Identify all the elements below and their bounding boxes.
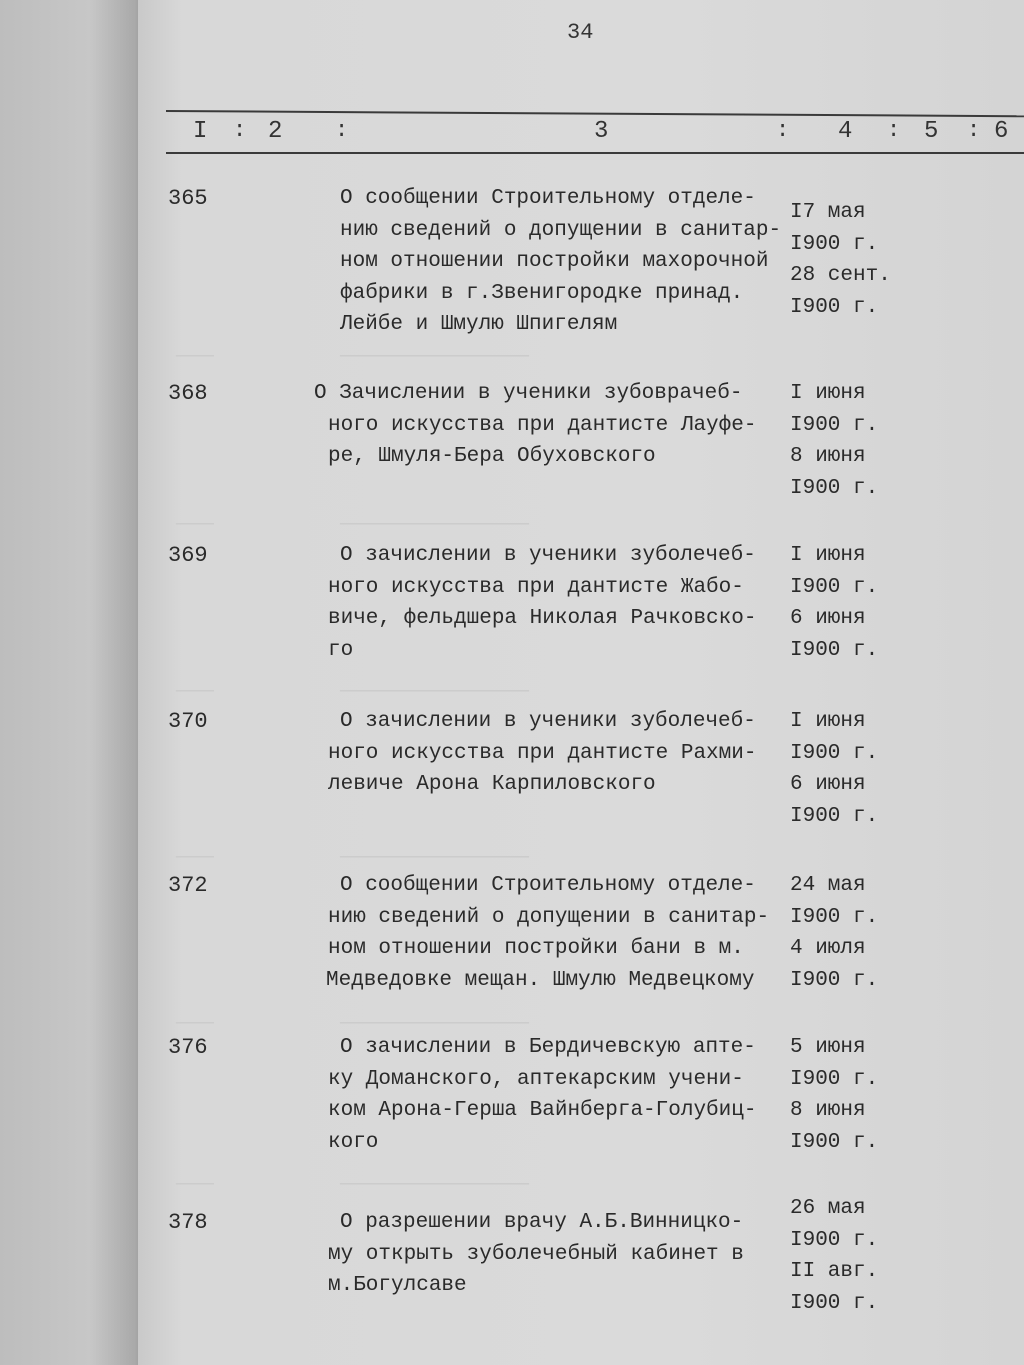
description-line: кого [328,1130,379,1154]
entry-number: 370 [168,709,208,734]
description-line: ном отношении постройки махорочной [340,250,769,273]
description-line: Лейбе и Шмулю Шпигелям [340,313,618,336]
date-line: I900 г. [790,1291,879,1315]
date-line: I900 г. [790,295,879,319]
date-line: I900 г. [790,741,879,765]
description-line: О Зачислении в ученики зубоврачеб- [314,382,743,405]
header-separator: : [887,118,901,143]
bleed-through-text: ——————————————— [340,1173,530,1196]
entry-number: 376 [168,1035,208,1060]
header-col-6: 6 [994,118,1009,145]
date-line: I900 г. [790,1228,879,1252]
entry-description [328,706,810,801]
description-line: ном отношении постройки бани в м. [328,937,744,960]
date-line: I июня [790,710,866,733]
date-line: I900 г. [790,968,879,992]
entry-description [328,1032,810,1158]
description-line: О сообщении Строительному отделе- [340,187,756,210]
entry-dates [790,540,878,666]
date-line: II авг. [790,1260,879,1283]
entry-number: 365 [168,186,208,211]
entry-dates [790,870,878,996]
entry-dates [790,197,891,323]
bleed-through-text: ——— [176,846,214,869]
entry-number: 372 [168,873,208,898]
description-line: левиче Арона Карпиловского [328,773,656,796]
bleed-through-text: ——————————————— [340,345,530,368]
entry-description [328,1207,810,1302]
date-line: 6 июня [790,607,866,630]
bleed-through-text: ——— [176,680,214,703]
date-line: I900 г. [790,413,879,437]
bleed-through-text: ——— [176,1173,214,1196]
description-line: ком Арона-Герша Вайнберга-Голубиц- [328,1099,757,1122]
description-line: ного искусства при дантисте Рахми- [328,741,757,765]
description-line: О зачислении в Бердичевскую апте- [340,1036,756,1059]
date-line: I7 мая [790,201,866,224]
header-separator: : [233,118,247,143]
header-separator: : [776,118,790,143]
description-line: Медведовке мещан. Шмулю Медвецкому [326,968,755,992]
description-line: виче, фельдшера Николая Рачковско- [328,607,757,630]
header-separator: : [335,118,349,143]
description-line: му открыть зуболечебный кабинет в [328,1242,744,1266]
entry-description [326,870,810,996]
date-line: I900 г. [790,575,879,599]
date-line: I июня [790,544,866,567]
date-line: I900 г. [790,638,879,662]
bleed-through-text: ——————————————— [340,680,530,703]
date-line: I900 г. [790,232,879,256]
bleed-through-text: ——————————————— [340,513,530,536]
header-rule-bottom [166,152,1024,154]
date-line: I900 г. [790,1130,879,1154]
description-line: м.Богулсаве [328,1274,467,1297]
entry-dates [790,1193,878,1319]
entry-number: 369 [168,543,208,568]
date-line: 26 мая [790,1197,866,1220]
date-line: I июня [790,382,866,405]
description-line: О разрешении врачу А.Б.Винницко- [340,1211,744,1234]
header-col-5: 5 [924,118,939,145]
date-line: I900 г. [790,804,879,828]
entry-number: 378 [168,1210,208,1235]
date-line: I900 г. [790,905,879,929]
description-line: нию сведений о допущении в санитар- [328,905,770,929]
left-page-edge [0,0,150,1365]
header-col-3: 3 [594,118,609,145]
description-line: фабрики в г.Звенигородке принад. [340,281,744,305]
entry-description [328,540,810,666]
header-col-2: 2 [268,118,283,145]
description-line: ре, Шмуля-Бера Обуховского [328,445,656,468]
description-line: О зачислении в ученики зуболечеб- [340,544,756,567]
date-line: 8 июня [790,1099,866,1122]
entry-dates [790,378,878,504]
bleed-through-text: ——————————————— [340,1012,530,1035]
date-line: 24 мая [790,874,866,897]
description-line: О зачислении в ученики зуболечеб- [340,710,756,733]
date-line: 4 июля [790,937,866,960]
date-line: 6 июня [790,773,866,796]
description-line: нию сведений о допущении в санитар- [340,218,782,242]
entry-number: 368 [168,381,208,406]
description-line: О сообщении Строительному отделе- [340,874,756,897]
bleed-through-text: ——— [176,1012,214,1035]
date-line: 28 сент. [790,264,891,287]
date-line: 8 июня [790,445,866,468]
bleed-through-text: ——— [176,513,214,536]
header-col-4: 4 [838,118,853,145]
bleed-through-text: ——————————————— [340,846,530,869]
page-number: 34 [567,20,594,45]
header-col-1: I [193,118,208,145]
header-separator: : [967,118,981,143]
entry-description [314,378,784,473]
description-line: го [328,638,354,662]
date-line: I900 г. [790,476,879,500]
entry-description [340,183,810,341]
entry-dates [790,706,878,832]
bleed-through-text: ——— [176,345,214,368]
date-line: 5 июня [790,1036,866,1059]
date-line: I900 г. [790,1067,879,1091]
description-line: ку Доманского, аптекарским учени- [328,1067,744,1091]
description-line: ного искусства при дантисте Лауфе- [328,413,757,437]
entry-dates [790,1032,878,1158]
description-line: ного искусства при дантисте Жабо- [328,575,744,599]
